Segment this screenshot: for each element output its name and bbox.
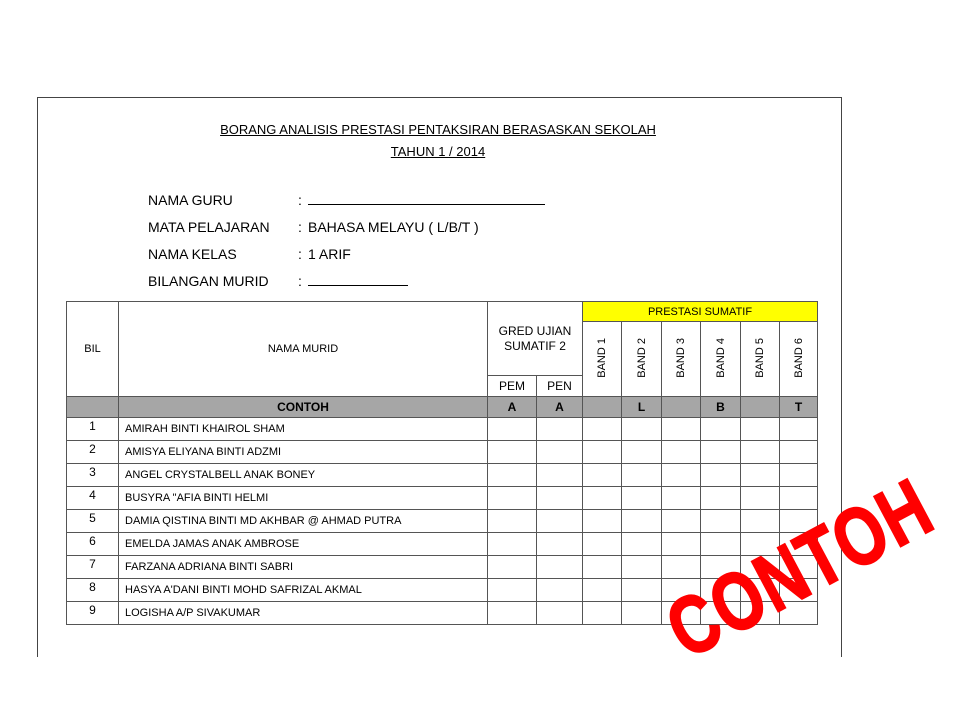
cell-band-3 bbox=[662, 464, 701, 487]
cell-pem bbox=[488, 579, 537, 602]
student-bil: 6 bbox=[67, 533, 119, 556]
info-colon: : bbox=[298, 273, 302, 289]
student-row bbox=[67, 464, 818, 487]
cell-pen bbox=[537, 464, 583, 487]
cell-band-2 bbox=[622, 487, 662, 510]
info-colon: : bbox=[298, 219, 302, 235]
example-row bbox=[67, 397, 818, 418]
info-value: BAHASA MELAYU ( L/B/T ) bbox=[308, 219, 479, 235]
student-bil: 5 bbox=[67, 510, 119, 533]
cell-pen bbox=[537, 418, 583, 441]
student-bil: 7 bbox=[67, 556, 119, 579]
header-pem: PEM bbox=[488, 376, 537, 397]
header-band-3: BAND 3 bbox=[662, 322, 701, 397]
example-label: CONTOH bbox=[119, 397, 488, 418]
cell-pen bbox=[537, 533, 583, 556]
cell-band-6 bbox=[780, 487, 818, 510]
example-band-5 bbox=[741, 397, 780, 418]
header-gred: GRED UJIAN SUMATIF 2 bbox=[488, 302, 583, 376]
cell-band-2 bbox=[622, 418, 662, 441]
cell-band-6 bbox=[780, 418, 818, 441]
cell-band-1 bbox=[583, 556, 622, 579]
student-row bbox=[67, 441, 818, 464]
cell-pem bbox=[488, 602, 537, 625]
cell-pen bbox=[537, 510, 583, 533]
info-label: NAMA GURU bbox=[148, 192, 233, 208]
cell-band-4 bbox=[701, 510, 741, 533]
cell-band-4 bbox=[701, 464, 741, 487]
cell-band-5 bbox=[741, 510, 780, 533]
example-pem: A bbox=[488, 397, 537, 418]
cell-band-2 bbox=[622, 464, 662, 487]
cell-band-1 bbox=[583, 533, 622, 556]
cell-pen bbox=[537, 487, 583, 510]
example-pen: A bbox=[537, 397, 583, 418]
student-name: FARZANA ADRIANA BINTI SABRI bbox=[119, 556, 488, 579]
header-band-1: BAND 1 bbox=[583, 322, 622, 397]
cell-band-4 bbox=[701, 418, 741, 441]
cell-pen bbox=[537, 556, 583, 579]
cell-band-1 bbox=[583, 487, 622, 510]
example-band-4: B bbox=[701, 397, 741, 418]
cell-band-3 bbox=[662, 487, 701, 510]
header-band-6: BAND 6 bbox=[780, 322, 818, 397]
student-bil: 1 bbox=[67, 418, 119, 441]
info-colon: : bbox=[298, 246, 302, 262]
cell-band-6 bbox=[780, 464, 818, 487]
student-name: EMELDA JAMAS ANAK AMBROSE bbox=[119, 533, 488, 556]
info-value-blank bbox=[308, 271, 408, 291]
cell-band-1 bbox=[583, 441, 622, 464]
cell-band-1 bbox=[583, 602, 622, 625]
cell-band-4 bbox=[701, 441, 741, 464]
cell-band-3 bbox=[662, 441, 701, 464]
example-band-2: L bbox=[622, 397, 662, 418]
cell-band-2 bbox=[622, 556, 662, 579]
info-value-blank bbox=[308, 190, 545, 210]
student-bil: 2 bbox=[67, 441, 119, 464]
cell-band-5 bbox=[741, 418, 780, 441]
form-subtitle: TAHUN 1 / 2014 bbox=[390, 144, 486, 159]
info-value: 1 ARIF bbox=[308, 246, 351, 262]
cell-band-5 bbox=[741, 441, 780, 464]
info-label: MATA PELAJARAN bbox=[148, 219, 270, 235]
example-bil bbox=[67, 397, 119, 418]
cell-band-6 bbox=[780, 441, 818, 464]
header-pen: PEN bbox=[537, 376, 583, 397]
student-bil: 9 bbox=[67, 602, 119, 625]
cell-pen bbox=[537, 441, 583, 464]
cell-band-3 bbox=[662, 510, 701, 533]
student-name: DAMIA QISTINA BINTI MD AKHBAR @ AHMAD PUTRA bbox=[119, 510, 488, 533]
cell-band-1 bbox=[583, 418, 622, 441]
cell-pen bbox=[537, 579, 583, 602]
cell-band-5 bbox=[741, 464, 780, 487]
student-name: HASYA A'DANI BINTI MOHD SAFRIZAL AKMAL bbox=[119, 579, 488, 602]
info-label: BILANGAN MURID bbox=[148, 273, 269, 289]
cell-band-3 bbox=[662, 418, 701, 441]
header-nama-murid: NAMA MURID bbox=[119, 302, 488, 397]
cell-pem bbox=[488, 510, 537, 533]
cell-band-2 bbox=[622, 441, 662, 464]
student-bil: 4 bbox=[67, 487, 119, 510]
cell-band-2 bbox=[622, 533, 662, 556]
student-row bbox=[67, 510, 818, 533]
cell-band-1 bbox=[583, 464, 622, 487]
header-bil: BIL bbox=[67, 302, 119, 397]
cell-band-1 bbox=[583, 510, 622, 533]
header-band-2: BAND 2 bbox=[622, 322, 662, 397]
cell-band-4 bbox=[701, 487, 741, 510]
example-band-6: T bbox=[780, 397, 818, 418]
info-colon: : bbox=[298, 192, 302, 208]
student-name: AMIRAH BINTI KHAIROL SHAM bbox=[119, 418, 488, 441]
student-bil: 3 bbox=[67, 464, 119, 487]
info-label: NAMA KELAS bbox=[148, 246, 237, 262]
header-band-4: BAND 4 bbox=[701, 322, 741, 397]
student-name: ANGEL CRYSTALBELL ANAK BONEY bbox=[119, 464, 488, 487]
student-bil: 8 bbox=[67, 579, 119, 602]
form-title: BORANG ANALISIS PRESTASI PENTAKSIRAN BERASASKAN SEKOLAH bbox=[220, 122, 656, 137]
student-name: BUSYRA "AFIA BINTI HELMI bbox=[119, 487, 488, 510]
cell-pem bbox=[488, 418, 537, 441]
header-band-5: BAND 5 bbox=[741, 322, 780, 397]
student-row bbox=[67, 418, 818, 441]
cell-band-1 bbox=[583, 579, 622, 602]
cell-band-2 bbox=[622, 510, 662, 533]
header-prestasi-sumatif: PRESTASI SUMATIF bbox=[583, 302, 818, 322]
cell-band-3 bbox=[662, 533, 701, 556]
cell-pem bbox=[488, 556, 537, 579]
student-row bbox=[67, 487, 818, 510]
cell-pen bbox=[537, 602, 583, 625]
cell-band-2 bbox=[622, 602, 662, 625]
example-band-3 bbox=[662, 397, 701, 418]
cell-pem bbox=[488, 441, 537, 464]
contoh-stamp: CONTOH bbox=[652, 461, 948, 676]
student-row bbox=[67, 533, 818, 556]
cell-pem bbox=[488, 487, 537, 510]
cell-pem bbox=[488, 533, 537, 556]
cell-band-5 bbox=[741, 487, 780, 510]
student-name: LOGISHA A/P SIVAKUMAR bbox=[119, 602, 488, 625]
example-band-1 bbox=[583, 397, 622, 418]
student-name: AMISYA ELIYANA BINTI ADZMI bbox=[119, 441, 488, 464]
cell-pem bbox=[488, 464, 537, 487]
